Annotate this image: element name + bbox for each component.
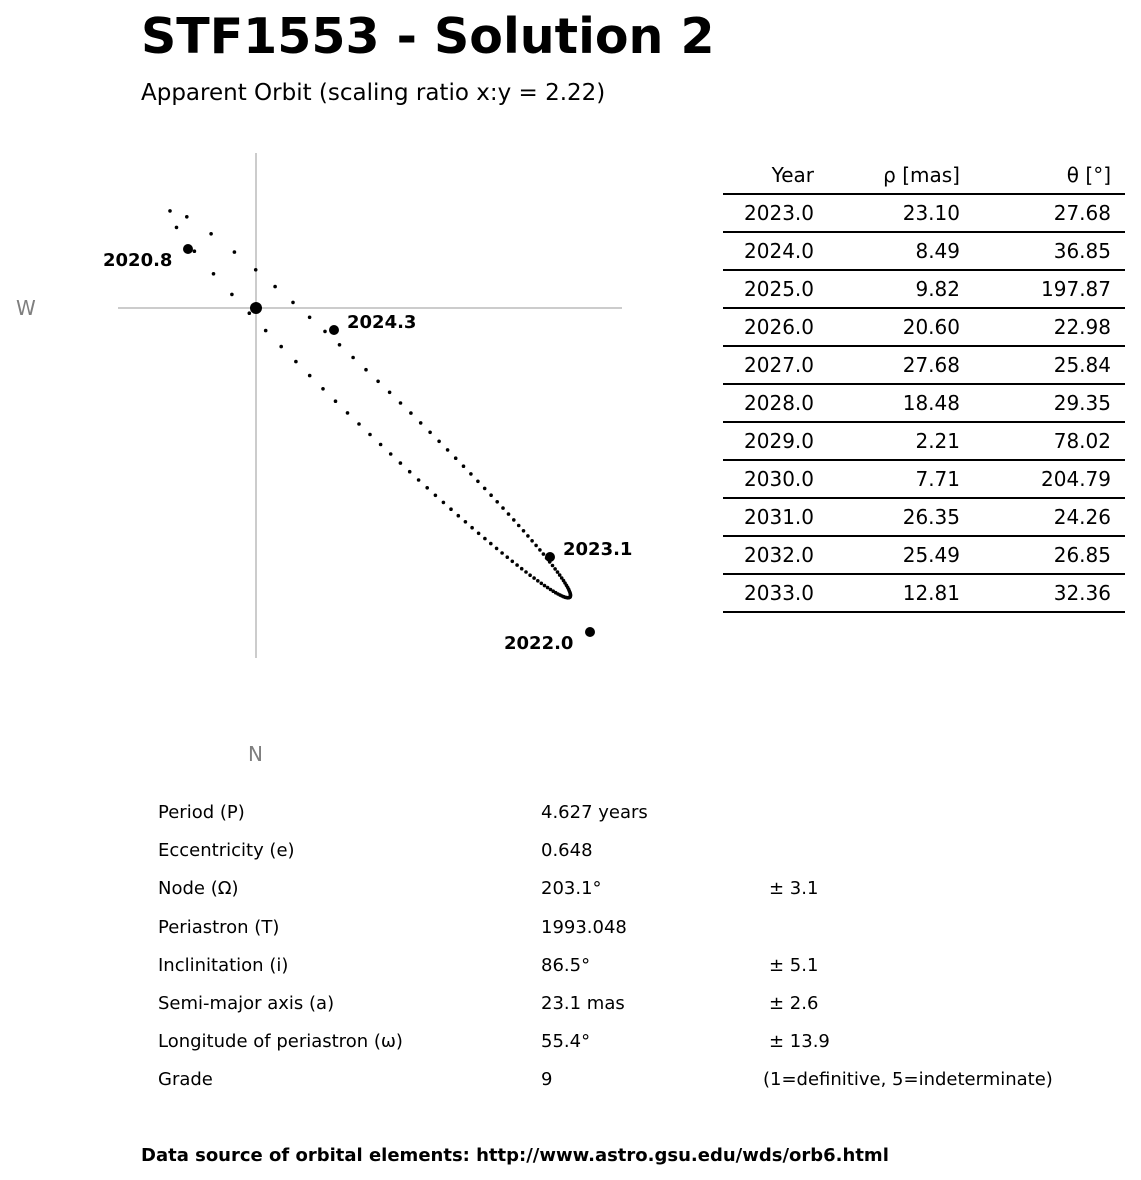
orbit-point bbox=[483, 487, 487, 491]
orbit-point bbox=[454, 456, 458, 460]
ephemeris-year: 2033.0 bbox=[723, 574, 814, 612]
orbit-point bbox=[446, 448, 450, 452]
orbit-point bbox=[425, 486, 429, 490]
orbit-point bbox=[273, 285, 277, 289]
ephemeris-year: 2030.0 bbox=[723, 460, 814, 498]
orbit-point bbox=[399, 461, 403, 465]
ephemeris-year: 2031.0 bbox=[723, 498, 814, 536]
ephemeris-rho: 8.49 bbox=[814, 232, 960, 270]
ephemeris-theta: 26.85 bbox=[960, 536, 1125, 574]
orbit-point bbox=[193, 249, 197, 253]
orbit-point bbox=[279, 345, 283, 349]
orbit-point bbox=[489, 542, 493, 546]
orbit-point bbox=[334, 399, 338, 403]
ephemeris-row bbox=[723, 232, 1125, 270]
ephemeris-year: 2024.0 bbox=[723, 232, 814, 270]
ephemeris-rho: 12.81 bbox=[814, 574, 960, 612]
ephemeris-rho: 27.68 bbox=[814, 346, 960, 384]
orbit-point bbox=[483, 537, 487, 541]
ephemeris-year: 2029.0 bbox=[723, 422, 814, 460]
ephemeris-theta: 32.36 bbox=[960, 574, 1125, 612]
orbit-point bbox=[532, 576, 536, 580]
orbit-point bbox=[291, 301, 295, 305]
ephemeris-year: 2028.0 bbox=[723, 384, 814, 422]
element-value: 9 bbox=[541, 1069, 553, 1091]
orbit-point bbox=[556, 570, 560, 574]
orbit-point bbox=[346, 411, 350, 415]
orbit-point bbox=[209, 232, 213, 236]
ephemeris-year: 2032.0 bbox=[723, 536, 814, 574]
orbit-point bbox=[528, 573, 532, 577]
ephemeris-rho: 7.71 bbox=[814, 460, 960, 498]
orbit-point bbox=[442, 501, 446, 505]
ephemeris-theta: 29.35 bbox=[960, 384, 1125, 422]
orbit-point bbox=[409, 411, 413, 415]
orbit-point bbox=[168, 209, 172, 213]
ephemeris-year: 2026.0 bbox=[723, 308, 814, 346]
epoch-marker bbox=[585, 627, 595, 637]
orbit-point bbox=[462, 464, 466, 468]
ephemeris-row bbox=[723, 460, 1125, 498]
orbit-point bbox=[526, 534, 530, 538]
orbit-point bbox=[515, 563, 519, 567]
orbit-point bbox=[464, 520, 468, 524]
orbit-point bbox=[542, 552, 546, 556]
orbit-point bbox=[536, 579, 540, 583]
element-value: 0.648 bbox=[541, 840, 593, 862]
orbit-point bbox=[517, 524, 521, 528]
orbit-point bbox=[389, 452, 393, 456]
element-error: (1=definitive, 5=indeterminate) bbox=[763, 1069, 1053, 1091]
orbit-point bbox=[364, 368, 368, 372]
orbit-point bbox=[294, 360, 298, 364]
orbit-point bbox=[321, 387, 325, 391]
element-name: Semi-major axis (a) bbox=[158, 992, 335, 1014]
ephemeris-header-rho: ρ [mas] bbox=[814, 157, 960, 194]
orbit-point bbox=[449, 507, 453, 511]
ephemeris-rho: 2.21 bbox=[814, 422, 960, 460]
orbit-point bbox=[417, 478, 421, 482]
ephemeris-row bbox=[723, 270, 1125, 308]
ephemeris-row bbox=[723, 308, 1125, 346]
orbit-point bbox=[323, 330, 327, 334]
ephemeris-row bbox=[723, 422, 1125, 460]
epoch-marker bbox=[545, 552, 555, 562]
orbit-point bbox=[419, 421, 423, 425]
ephemeris-year: 2023.0 bbox=[723, 194, 814, 232]
ephemeris-year: 2025.0 bbox=[723, 270, 814, 308]
orbit-point bbox=[522, 529, 526, 533]
element-name: Inclinitation (i) bbox=[158, 954, 289, 976]
orbit-point bbox=[524, 570, 528, 574]
orbit-point bbox=[489, 493, 493, 497]
ephemeris-theta: 197.87 bbox=[960, 270, 1125, 308]
orbit-point bbox=[500, 551, 504, 555]
epoch-marker bbox=[183, 244, 193, 254]
ephemeris-rho: 20.60 bbox=[814, 308, 960, 346]
orbit-point bbox=[434, 494, 438, 498]
orbit-point bbox=[233, 250, 237, 254]
element-name: Grade bbox=[158, 1069, 213, 1091]
ephemeris-table bbox=[723, 157, 1125, 613]
orbit-point bbox=[501, 506, 505, 510]
orbit-point bbox=[437, 440, 441, 444]
orbit-point bbox=[308, 316, 312, 320]
north-label: N bbox=[248, 742, 263, 766]
orbit-point bbox=[175, 226, 179, 230]
element-error: ± 3.1 bbox=[769, 878, 819, 900]
orbit-point bbox=[495, 547, 499, 551]
orbit-point bbox=[477, 532, 481, 536]
orbit-point bbox=[399, 401, 403, 405]
orbit-point bbox=[506, 555, 510, 559]
orbit-point bbox=[543, 584, 547, 588]
ephemeris-rho: 25.49 bbox=[814, 536, 960, 574]
ephemeris-theta: 27.68 bbox=[960, 194, 1125, 232]
ephemeris-row bbox=[723, 536, 1125, 574]
orbit-point bbox=[230, 293, 234, 297]
ephemeris-year: 2027.0 bbox=[723, 346, 814, 384]
ephemeris-theta: 22.98 bbox=[960, 308, 1125, 346]
ephemeris-theta: 36.85 bbox=[960, 232, 1125, 270]
ephemeris-rho: 23.10 bbox=[814, 194, 960, 232]
epoch-marker bbox=[329, 325, 339, 335]
orbit-point bbox=[376, 380, 380, 384]
orbit-point bbox=[428, 431, 432, 435]
orbit-point bbox=[530, 539, 534, 543]
ephemeris-header-row bbox=[723, 157, 1125, 194]
orbit-point bbox=[351, 356, 355, 360]
orbit-point bbox=[551, 564, 555, 568]
orbit-point bbox=[368, 433, 372, 437]
orbit-point bbox=[540, 582, 544, 586]
orbit-point bbox=[264, 329, 268, 333]
primary-star bbox=[250, 302, 262, 314]
ephemeris-theta: 25.84 bbox=[960, 346, 1125, 384]
orbit-point bbox=[338, 343, 342, 347]
orbit-point bbox=[408, 470, 412, 474]
ephemeris-rho: 18.48 bbox=[814, 384, 960, 422]
orbit-point bbox=[512, 518, 516, 522]
orbit-point bbox=[534, 544, 538, 548]
orbit-point bbox=[457, 514, 461, 518]
orbit-point bbox=[507, 512, 511, 516]
ephemeris-rho: 26.35 bbox=[814, 498, 960, 536]
element-name: Period (P) bbox=[158, 802, 245, 823]
element-name: Longitude of periastron (ω) bbox=[158, 1031, 403, 1053]
element-value: 4.627 years bbox=[541, 802, 648, 823]
data-source-note: Data source of orbital elements: http://www.astro.gsu.edu/wds/orb6.html bbox=[141, 1145, 889, 1166]
orbit-point bbox=[308, 374, 312, 378]
page-title: STF1553 - Solution 2 bbox=[141, 8, 715, 65]
element-value: 1993.048 bbox=[541, 916, 627, 938]
page-subtitle: Apparent Orbit (scaling ratio x:y = 2.22) bbox=[141, 80, 606, 106]
ephemeris-rho: 9.82 bbox=[814, 270, 960, 308]
element-name: Node (Ω) bbox=[158, 878, 239, 900]
orbit-point bbox=[212, 272, 216, 276]
orbit-point bbox=[520, 567, 524, 571]
epoch-label: 2023.1 bbox=[563, 539, 633, 560]
orbit-point bbox=[546, 586, 550, 590]
element-value: 55.4° bbox=[541, 1031, 591, 1053]
orbit-point bbox=[469, 472, 473, 476]
element-value: 23.1 mas bbox=[541, 992, 625, 1014]
ephemeris-row bbox=[723, 498, 1125, 536]
epoch-label: 2022.0 bbox=[504, 633, 574, 654]
element-error: ± 5.1 bbox=[769, 954, 819, 976]
orbit-point bbox=[185, 215, 189, 219]
orbit-point bbox=[248, 311, 252, 315]
ephemeris-header-year: Year bbox=[723, 157, 814, 194]
ephemeris-theta: 78.02 bbox=[960, 422, 1125, 460]
element-name: Periastron (T) bbox=[158, 916, 280, 938]
orbit-point bbox=[470, 526, 474, 530]
orbit-point bbox=[254, 268, 258, 272]
element-value: 86.5° bbox=[541, 954, 591, 976]
element-error: ± 13.9 bbox=[769, 1031, 830, 1053]
ephemeris-theta: 24.26 bbox=[960, 498, 1125, 536]
orbit-point bbox=[388, 391, 392, 395]
element-name: Eccentricity (e) bbox=[158, 840, 295, 862]
west-label: W bbox=[16, 296, 36, 320]
epoch-label: 2024.3 bbox=[347, 312, 417, 333]
element-error: ± 2.6 bbox=[769, 992, 819, 1014]
ephemeris-header-theta: θ [°] bbox=[960, 157, 1125, 194]
orbit-point bbox=[379, 443, 383, 447]
ephemeris-row bbox=[723, 384, 1125, 422]
element-value: 203.1° bbox=[541, 878, 602, 900]
orbit-point bbox=[357, 422, 361, 426]
ephemeris-row bbox=[723, 574, 1125, 612]
orbit-point bbox=[495, 500, 499, 504]
epoch-label: 2020.8 bbox=[103, 250, 173, 271]
orbit-point bbox=[538, 548, 542, 552]
ephemeris-row bbox=[723, 346, 1125, 384]
ephemeris-row bbox=[723, 194, 1125, 232]
orbit-plot bbox=[0, 140, 700, 740]
orbit-point bbox=[511, 560, 515, 564]
orbit-point bbox=[476, 480, 480, 484]
orbit-point bbox=[553, 567, 557, 571]
ephemeris-theta: 204.79 bbox=[960, 460, 1125, 498]
